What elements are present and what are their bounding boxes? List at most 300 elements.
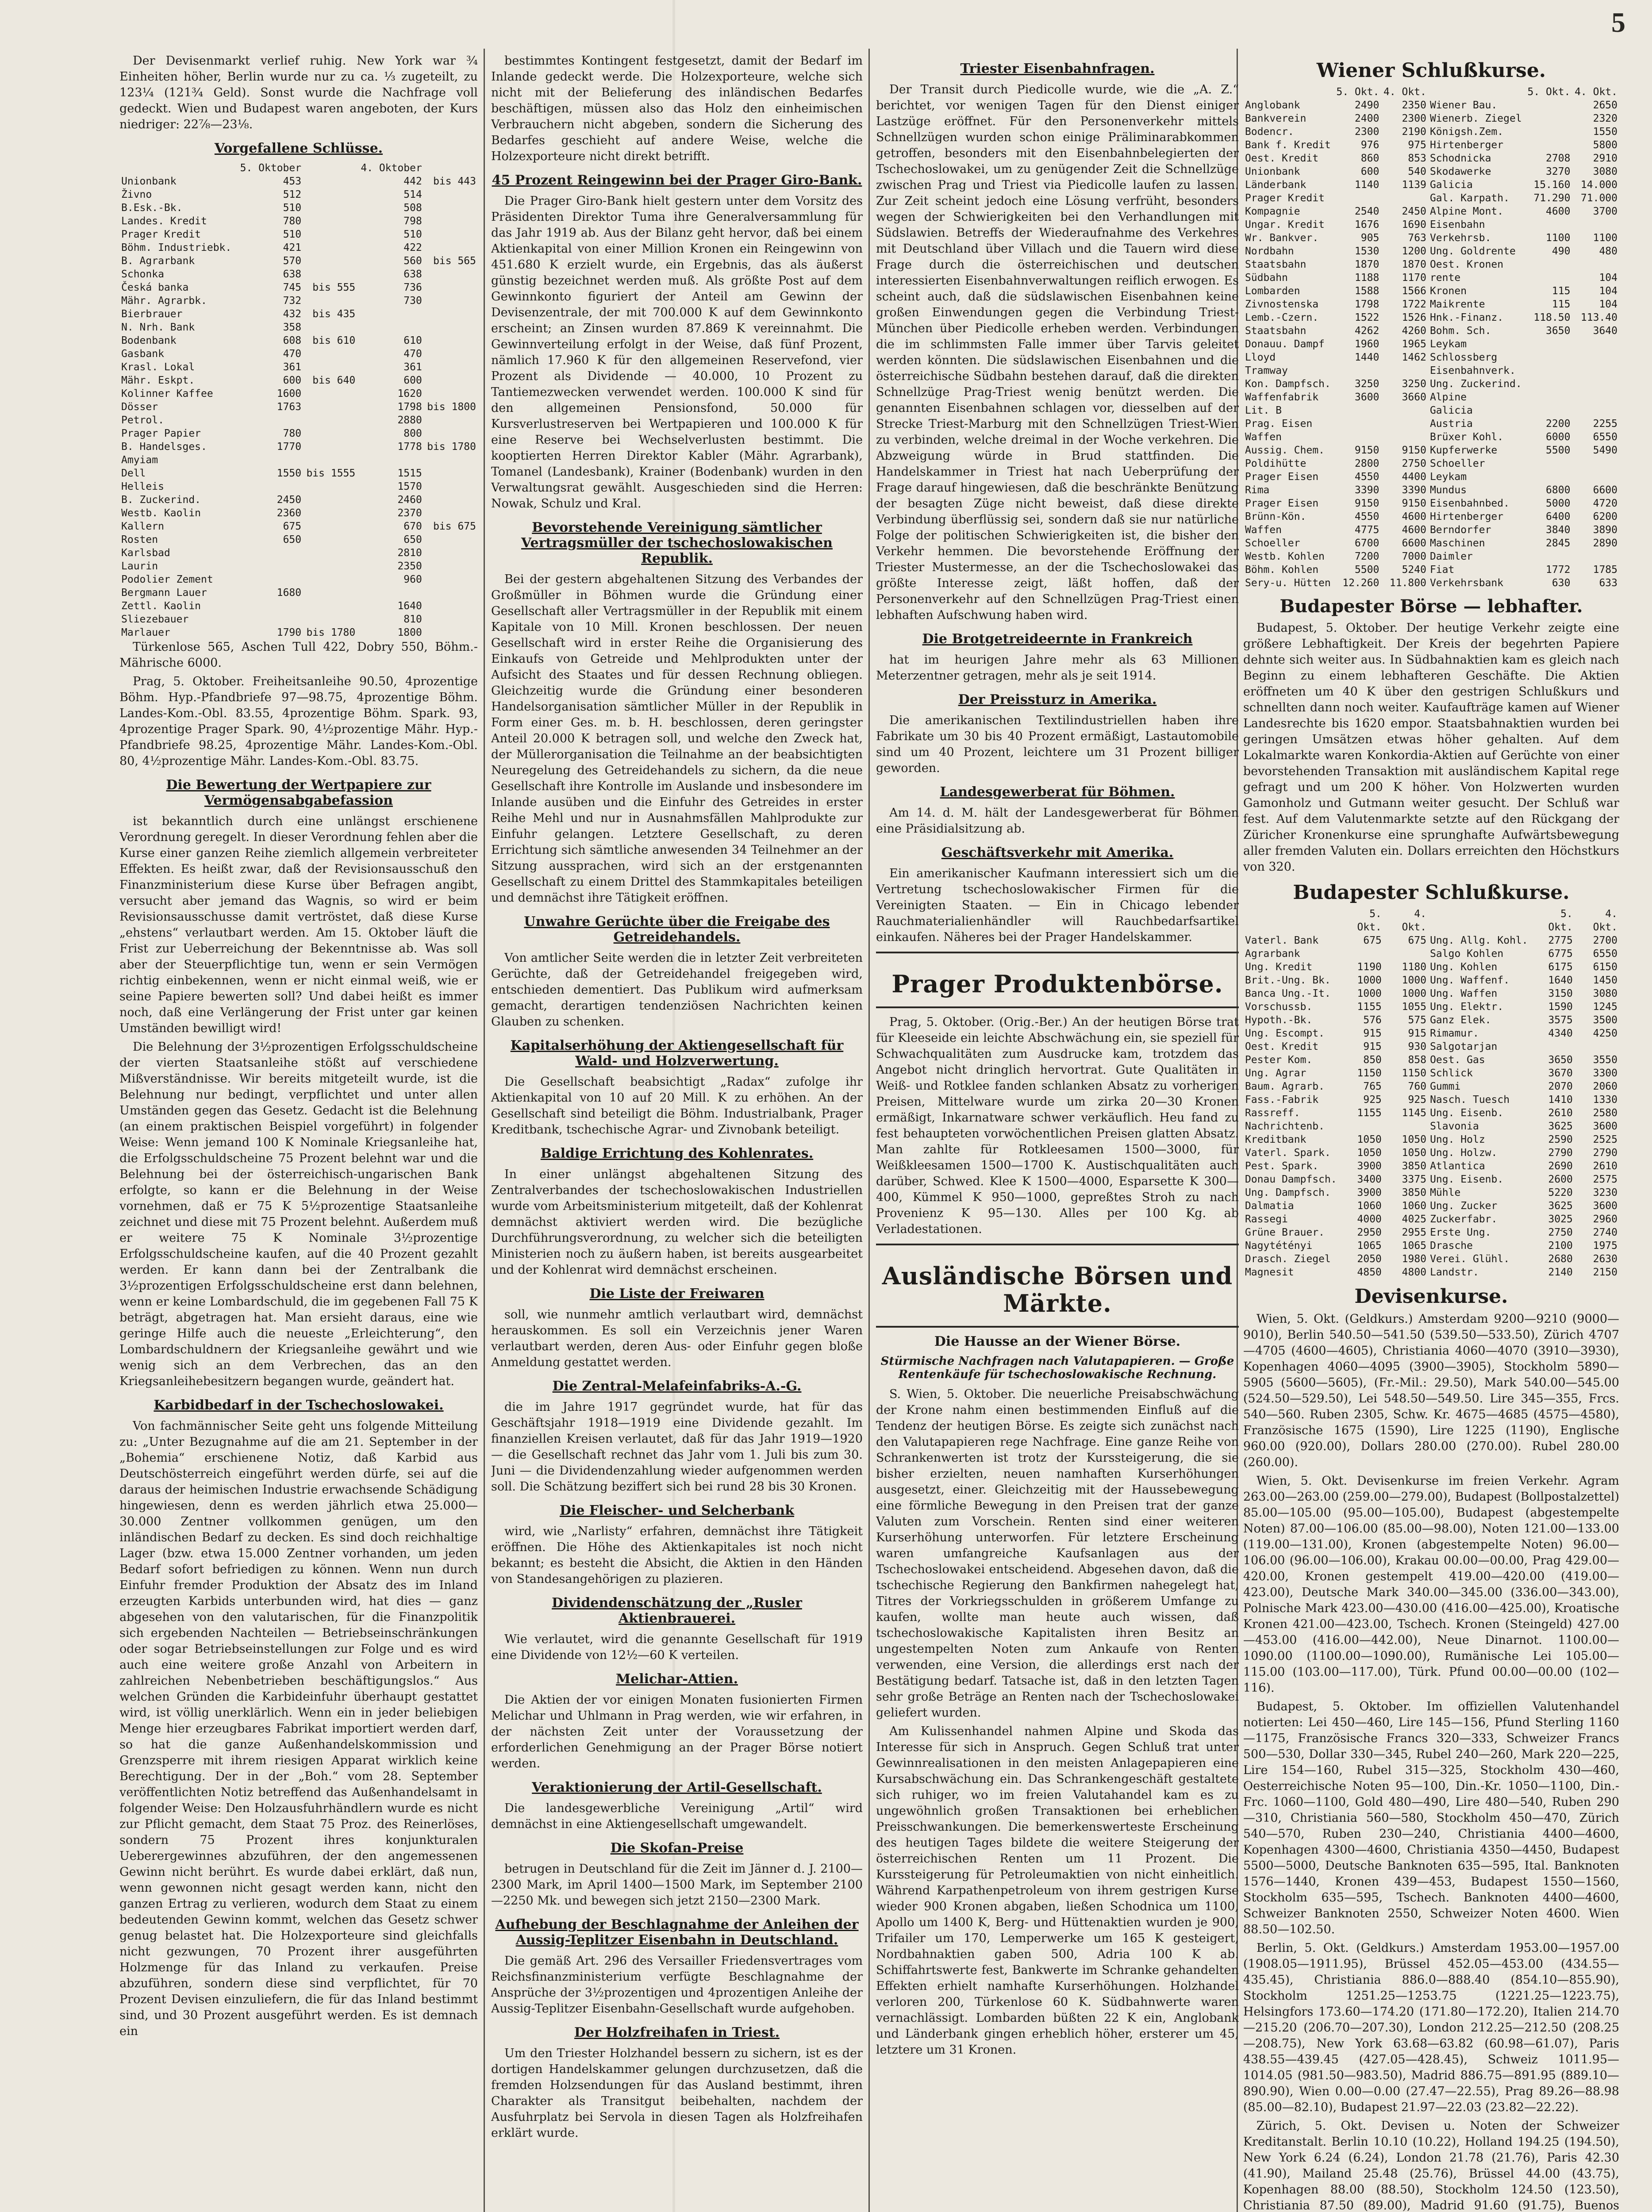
price-cell — [1525, 404, 1572, 417]
price-cell: 6600 — [1402, 538, 1426, 549]
price-cell — [357, 307, 424, 321]
column-1 — [119, 53, 478, 2212]
security-name: Königsh.Zem. — [1429, 126, 1504, 138]
security-name: Ung. Holz — [1430, 1134, 1485, 1145]
price-cell: 6400 — [1546, 511, 1571, 522]
price-cell: 853 — [1408, 153, 1426, 164]
price-cell: 3270 — [1546, 166, 1571, 177]
price-cell: 976 — [1360, 139, 1379, 151]
price-cell: 850 — [1363, 1054, 1382, 1066]
article-heading: Landesgewerberat für Böhmen. — [940, 784, 1175, 800]
price-cell: 71.290 — [1533, 192, 1571, 204]
price-cell: 4600 — [1402, 511, 1426, 522]
price-cell: 453 — [283, 176, 302, 187]
article-heading: Der Preissturz in Amerika. — [958, 692, 1157, 707]
table-row — [1243, 112, 1619, 125]
price-cell — [1383, 1120, 1428, 1133]
article-heading: Die Zentral-Melafeinfabriks-A.-G. — [552, 1379, 802, 1394]
article-paragraph: Wie verlautet, wird die genannte Gesellschaft für 1919 eine Dividende von 12½—60 K verteilen. — [491, 1632, 863, 1662]
price-cell: 1590 — [1548, 1001, 1573, 1013]
price-cell: 2490 — [1355, 100, 1379, 111]
price-cell — [303, 440, 357, 453]
column-rule — [868, 49, 870, 2212]
security-name: B.Esk.-Bk. — [121, 202, 183, 214]
table-row — [119, 307, 478, 321]
security-name: Rimamur. — [1430, 1028, 1479, 1039]
price-cell: 6800 — [1546, 484, 1571, 496]
article-paragraph: Bei der gestern abgehaltenen Sitzung des Verbandes der Großmüller in Böhmen wurde die Gründung einer Gesellschaft aller Vertragsmüller in der Republik mit einem Kapitale von 10 Mill. Kronen beschlossen. Der neuen Gesellschaft wird in erster Reihe die Organisierung des Einkaufs von Getreide und Mehlprodukten unter der Aufsicht des Staates und für dessen Rechnung obliegen. Gleichzeitig wurde die Gründung einer besonderen Handelsorganisation sämtlicher Müller in der Republik in Form einer Ges. m. b. H. beschlossen, deren geringster Anteil 20.000 K betragen soll, und welche den Zweck hat, der Müllerorganisation die Teilnahme an der beabsichtigten Neuregelung des Getreidehandels zu sichern, da die neue Gesellschaft ihre Kontrolle im Auslande und insbesondere im Inlande ausüben und die Einfuhr des Getreides in erster Reihe Mehl und nur in Ausnahmsfällen Mahlprodukte zur Einfuhr gelangen. Letztere Gesellschaft, zu deren Errichtung sich sämtliche anwesenden 34 Teilnehmer an der Sitzung aussprachen, wird sich an der erstgenannten Gesellschaft zu einem Drittel des Stammkapitales beteiligen und demnächst ihre Tätigkeit eröffnen. — [491, 572, 863, 905]
price-cell — [303, 347, 357, 361]
column-3 — [876, 53, 1239, 2212]
price-cell — [357, 453, 424, 467]
table-row — [1243, 1213, 1619, 1226]
price-cell: bis 675 — [433, 521, 476, 532]
table-row — [119, 361, 478, 374]
price-cell — [303, 493, 357, 507]
price-cell: 1798 — [1355, 299, 1379, 310]
price-cell: 1450 — [1593, 975, 1617, 986]
table-row — [119, 533, 478, 546]
price-cell: 780 — [283, 215, 302, 227]
price-cell: 2050 — [1357, 1253, 1382, 1265]
price-cell — [424, 453, 478, 467]
price-cell — [1530, 1040, 1575, 1053]
price-cell: 600 — [283, 375, 302, 386]
price-cell: 7000 — [1402, 551, 1426, 562]
security-name: Amyiam — [121, 454, 158, 466]
price-cell — [424, 241, 478, 254]
security-name: Bergmann Lauer — [121, 587, 207, 599]
article-paragraph: Von fachmännischer Seite geht uns folgende Mitteilung zu: „Unter Bezugnahme auf die am 21. September in der „Bohemia“ erschienene Notiz, daß Karbid aus Deutschösterreich eingeführt werden dürfe, sei auf die daraus der heimischen Industrie erwachsende Schädigung hingewiesen, denn es werden jährlich etwa 25.000—30.000 Zentner vollkommen genügen, um den inländischen Bedarf zu decken. Es sind doch reichhaltige Lager (bzw. etwa 15.000 Zentner vorhanden, um jeden Bedarf sofort befriedigen zu können. Wenn nun durch Einfuhr fremder Produktion der Absatz des im Inland erzeugten Karbids unterbunden wird, hat dies — ganz abgesehen von den valutarischen, für die Finanzpolitik sich ergebenden Nachteilen — Betriebseinschränkungen oder sogar Betriebseinstellungen zur Folge und es wird auch eine weitere große Anzahl von Arbeitern in zahlreichen Nebenbetrieben beschäftigungslos.“ Aus welchen Gründen die Karbideinfuhr überhaupt gestattet wird, ist völlig unerklärlich. Wenn ein in jeder beliebigen Menge hier erzeugbares Fabrikat importiert werden darf, so hat die ganze Außenhandelskommission und Grenzsperre mit ihrem riesigen Apparat wirklich keine Berechtigung. Der in der „Boh.“ vom 28. September veröffentlichten Notiz betreffend das Außenhandelsamt in folgender Weise: Den Holzausfuhrhändlern wurde es nicht zur Pflicht gemacht, dem Staat 75 Proz. des Reinerlöses, sondern 75 Prozent ihres konjunkturalen Ueberergewinnes abzuführen, der den angemessenen Gewinn nicht berührt. Es wurde dabei erklärt, daß nun, wenn gewonnen nicht gesagt werden kann, nicht den ganzen Ertrag zu verlieren, wodurch dem Staat zu einem bedeutenden Gewinn kommt, welchen das Gesetz schwer genug belastet hat. Die Holzexporteure sind gleichfalls nicht gezwungen, 70 Prozent ihrer ausgeführten Holzmenge für das Inland zu verkaufen. Preise abzuführen, sondern diese sind verpflichtet, für 70 Prozent Devisen einzuliefern, die für das Inland bestimmt sind, und 30 Prozent ausgeführt werden. Es ist demnach ein — [119, 1419, 478, 2038]
security-name: Hypoth.-Bk. — [1245, 1014, 1313, 1026]
price-cell: 2320 — [1593, 113, 1617, 124]
price-cell: 925 — [1408, 1094, 1427, 1106]
article-paragraph: Budapest, 5. Oktober. Im offiziellen Valutenhandel notierten: Lei 450—460, Lire 145—156, Pfund Sterling 1160—1175, Französische Francs 320—333, Schweizer Francs 500—530, Dollar 330—345, Rubel 240—260, Mark 220—225, Lire 154—160, Rubel 315—325, Stockholm 430—460, Oesterreichische Noten 95—100, Din.-Kr. 1050—1100, Din.-Frc. 1060—1100, Gold 480—490, Lire 480—540, Ruben 290—310, Christiania 560—580, Stockholm 450—470, Zürich 540—570, Ruben 230—240, Christiania 4400—4600, Kopenhagen 4300—4600, Christiania 4350—4450, Budapest 5500—5000, Deutsche Banknoten 635—595, Ital. Banknoten 1576—1440, Kronen 439—453, Budapest 1550—1560, Stockholm 635—595, Tschech. Banknoten 4400—4600, Schweizer Banknoten 2550, Schweizer Noten 4600. Wien 88.50—102.50. — [1243, 1700, 1619, 1936]
price-cell — [424, 467, 478, 480]
price-cell — [1334, 192, 1381, 205]
article-paragraph: S. Wien, 5. Oktober. Die neuerliche Preisabschwächung der Krone nahm einen bestimmenden Einfluß auf die Tendenz der heutigen Börse. Es zeigte sich zunächst nach den Valutapapieren rege Nachfrage. Eine ganze Reihe von Schrankenwerten ist trotz der Kurssteigerung, die sie bisher erzielten, neuen namhaften Kurserhöhungen ausgesetzt, einer. Gleichzeitig mit der Haussebewegung eine förmliche Bewegung in den Preisen trat der ganze Valuten zum Vorschein. Renten sind einer weiteren Kurserhöhung unterworfen. Für letztere Erscheinung waren umfangreiche Kaufsanlagen aus der Tschechoslowakei entscheidend. Abgesehen davon, daß die tschechische Regierung den Bankfirmen nahegelegt hat, Titres der Vorkriegsschulden in größerem Umfange zu kaufen, wollte man heute auch wissen, daß tschechoslowakische Kapitalisten ihren Besitz an ungestempelten Noten zum Ankaufe von Renten verwenden, eine Version, die allerdings erst nach der Bestätigung bedarf. Tatsache ist, daß in den letzten Tagen sehr große Beträge an Renten nach der Tschechoslowakei geliefert wurden. — [876, 1387, 1239, 1720]
price-cell — [237, 599, 304, 613]
security-name: Waffen — [1245, 431, 1282, 443]
price-cell: 3670 — [1548, 1068, 1573, 1079]
price-cell — [1572, 364, 1619, 377]
article-paragraph: Am 14. d. M. hält der Landesgewerberat für Böhmen eine Präsidialsitzung ab. — [876, 806, 1239, 836]
price-cell: 1000 — [1402, 988, 1427, 999]
price-cell: 2255 — [1593, 418, 1617, 430]
price-cell — [424, 228, 478, 241]
price-cell: 780 — [283, 428, 302, 439]
price-cell: 2590 — [1548, 1134, 1573, 1145]
security-name: Dösser — [121, 401, 158, 413]
security-name: Mundus — [1429, 484, 1467, 496]
price-cell: 2100 — [1548, 1240, 1573, 1252]
price-cell: 1800 — [397, 627, 422, 638]
price-cell: 1000 — [1357, 988, 1382, 999]
table-header-cell: 5. Oktober — [240, 162, 302, 174]
security-name: Prager Papier — [121, 428, 201, 439]
price-cell — [1572, 470, 1619, 484]
price-cell: 4600 — [1402, 524, 1426, 536]
security-name: Lit. B — [1245, 405, 1282, 416]
price-cell: 2700 — [1593, 935, 1617, 946]
security-name: Salgotarjan — [1430, 1041, 1498, 1052]
table-header-cell: 4. Okt. — [1383, 86, 1426, 98]
article-paragraph: Die gemäß Art. 296 des Versailler Friedensvertrages vom Reichsfinanzministerium verfügte Beschlagnahme der Ansprüche der 3½prozentigen und 4prozentigen Anleihe der Aussig-Teplitzer Eisenbahn-Gesellschaft wurde aufgehoben. — [491, 1954, 863, 2016]
security-name: Maikrente — [1429, 299, 1485, 310]
security-name: Krasl. Lokal — [121, 361, 195, 373]
article-paragraph: die im Jahre 1917 gegründet wurde, hat für das Geschäftsjahr 1918—1919 eine Dividende gezahlt. Im finanziellen Kreisen verlautet, daß für das Jahr 1919—1920 — die Gesellschaft rechnet das Jahr vom 1. Juli bis zum 30. Juni — die Dividendenzahlung wieder aufgenommen werden soll. Die Schätzung beziffert sich bei rund 28 bis 30 Kronen. — [491, 1400, 863, 1494]
price-cell: 4260 — [1402, 325, 1426, 337]
security-name: Prag. Eisen — [1245, 418, 1313, 430]
price-cell — [1334, 417, 1381, 430]
price-cell: 4775 — [1355, 524, 1379, 536]
price-cell — [424, 387, 478, 400]
table-row — [119, 281, 478, 294]
security-name: Fiat — [1429, 564, 1455, 576]
price-cell — [303, 533, 357, 546]
price-cell: 630 — [1552, 577, 1571, 589]
table-row — [1243, 550, 1619, 563]
table-row — [1243, 271, 1619, 284]
price-cell: 470 — [403, 348, 422, 360]
table-row — [1243, 1014, 1619, 1027]
table-header-cell — [1243, 85, 1334, 99]
price-cell: 432 — [283, 308, 302, 320]
table-row — [1243, 311, 1619, 324]
price-cell — [424, 560, 478, 573]
price-cell: 2400 — [1355, 113, 1379, 124]
article-heading: Die Hausse an der Wiener Börse. — [934, 1334, 1181, 1349]
price-cell — [1572, 218, 1619, 231]
security-name: Wr. Bankver. — [1245, 232, 1319, 244]
table-row — [1243, 510, 1619, 523]
security-name: Rosten — [121, 534, 158, 545]
price-cell: bis 1780 — [306, 627, 356, 638]
price-cell: 4550 — [1355, 471, 1379, 483]
price-cell: 1150 — [1357, 1068, 1382, 1079]
security-name: Oest. Kredit — [1245, 153, 1319, 164]
price-cell: 1245 — [1593, 1001, 1617, 1013]
security-name: Staatsbahn — [1245, 259, 1306, 270]
security-name: Nordbahn — [1245, 246, 1294, 257]
section-heading: Vorgefallene Schlüsse. — [214, 141, 383, 156]
security-name: Zettl. Kaolin — [121, 600, 201, 612]
price-cell: 15.160 — [1533, 179, 1571, 191]
price-cell: 2610 — [1548, 1107, 1573, 1119]
price-cell — [1334, 430, 1381, 444]
article-paragraph: Von amtlicher Seite werden die in letzter Zeit verbreiteten Gerüchte, daß der Getreidehandel freigegeben wird, entschieden dementiert. Das Publikum wird aufmerksam gemacht, derartigen tendenziösen Nachrichten keinen Glauben zu schenken. — [491, 951, 863, 1029]
price-cell: 1050 — [1402, 1147, 1427, 1159]
article-paragraph: bestimmtes Kontingent festgesetzt, damit der Bedarf im Inlande gedeckt werde. Die Holzexporteure, welche sich nicht mit der Belieferung des inländischen Bedarfes beschäftigen, müssen also das Holz den einheimischen Verbrauchern nicht abgeben, sondern die Sicherung des Bedarfes geschieht auf andere Weise, welche die Holzexporteure nicht direkt betrifft. — [491, 54, 863, 163]
table-row — [119, 374, 478, 387]
table-row — [1243, 338, 1619, 351]
table-row — [1243, 1000, 1619, 1014]
price-cell — [1383, 947, 1428, 960]
table-row — [1243, 470, 1619, 484]
table-row — [119, 268, 478, 281]
table-header-cell: 5. Okt. — [1357, 908, 1382, 933]
table-row — [1243, 430, 1619, 444]
price-cell: 1640 — [1548, 975, 1573, 986]
table-row — [119, 586, 478, 599]
price-cell — [303, 215, 357, 228]
price-cell: 1140 — [1355, 179, 1379, 191]
security-name: Leykam — [1429, 338, 1467, 350]
security-name: rente — [1429, 272, 1461, 284]
security-name: Živno — [121, 189, 152, 200]
price-cell — [303, 414, 357, 427]
price-cell — [1381, 364, 1428, 377]
security-name: Bodencr. — [1245, 126, 1294, 138]
price-cell: 1139 — [1402, 179, 1426, 191]
security-name: Gal. Karpath. — [1429, 192, 1510, 204]
security-name: Böhm. Industriebk. — [121, 242, 232, 253]
security-name: Daimler — [1429, 551, 1473, 562]
price-cell — [303, 241, 357, 254]
table-row — [1243, 1160, 1619, 1173]
price-cell — [1525, 218, 1572, 231]
price-cell: 2910 — [1593, 153, 1617, 164]
table-row — [1243, 1106, 1619, 1120]
security-name: Alpine — [1429, 392, 1467, 403]
article-heading: Baldige Errichtung des Kohlenrates. — [540, 1146, 814, 1161]
price-cell: 3080 — [1593, 166, 1617, 177]
price-cell: 638 — [283, 269, 302, 280]
table-row — [1243, 284, 1619, 298]
price-cell — [237, 414, 304, 427]
table-row — [1243, 245, 1619, 258]
price-cell: 925 — [1363, 1094, 1382, 1106]
table-row — [119, 427, 478, 440]
price-cell — [303, 586, 357, 599]
price-cell — [424, 573, 478, 586]
table-header-cell: 4. Oktober — [361, 162, 422, 174]
security-name: Rima — [1245, 484, 1270, 496]
table-row — [1243, 1053, 1619, 1067]
security-name: Česká banka — [121, 282, 189, 293]
price-cell: 6000 — [1546, 431, 1571, 443]
price-cell — [1334, 404, 1381, 417]
price-cell: 1550 — [1593, 126, 1617, 138]
price-cell: 763 — [1408, 232, 1426, 244]
table-row — [1243, 231, 1619, 245]
article-heading: Aufhebung der Beschlagnahme der Anleihen der Aussig-Teplitzer Eisenbahn in Deutschland. — [495, 1917, 859, 1948]
table-row — [1243, 1027, 1619, 1040]
price-cell: 1522 — [1355, 312, 1379, 323]
price-cell: 560 — [403, 255, 422, 267]
price-cell: 2070 — [1548, 1081, 1573, 1092]
security-name: Westb. Kohlen — [1245, 551, 1325, 562]
price-cell: 3890 — [1593, 524, 1617, 536]
security-name: Nachrichtenb. — [1245, 1121, 1325, 1132]
table-row — [1243, 947, 1619, 960]
price-cell — [1525, 457, 1572, 470]
price-cell — [303, 453, 357, 467]
security-name: Prager Eisen — [1245, 471, 1319, 483]
article-paragraph: Die Aktien der vor einigen Monaten fusionierten Firmen Melichar und Uhlmann in Prag werden, wie wir erfahren, in der nächsten Zeit unter der Voraussetzung der erforderlichen Genehmigung an der Prager Börse notiert werden. — [491, 1693, 863, 1770]
price-cell — [303, 294, 357, 307]
price-cell: 1050 — [1357, 1147, 1382, 1159]
price-cell: 1785 — [1593, 564, 1617, 576]
price-cell — [303, 520, 357, 533]
table-title: Budapester Schlußkurse. — [1293, 881, 1570, 904]
price-cell: 4720 — [1593, 498, 1617, 509]
price-cell: 3375 — [1402, 1174, 1427, 1185]
price-cell: 3025 — [1548, 1214, 1573, 1225]
price-cell — [237, 453, 304, 467]
price-cell — [424, 307, 478, 321]
price-cell: 2360 — [277, 507, 302, 519]
security-name: Galicia — [1429, 179, 1473, 191]
security-name: Schlossberg — [1429, 352, 1498, 363]
price-cell: 3300 — [1593, 1068, 1617, 1079]
table-header-cell: 5. Okt. — [1527, 86, 1571, 98]
article-paragraph: Die landesgewerbliche Vereinigung „Artil“ wird demnächst in eine Aktiengesellschaft umgewandelt. — [491, 1801, 863, 1831]
price-cell — [1339, 947, 1383, 960]
price-cell: 1763 — [277, 401, 302, 413]
price-cell — [424, 215, 478, 228]
price-cell: 930 — [1408, 1041, 1427, 1052]
table-row — [1243, 351, 1619, 364]
table-header-cell: 5. Okt. — [1548, 908, 1573, 933]
security-name: B. Agrarbank — [121, 255, 195, 267]
security-name: Laurin — [121, 561, 158, 572]
price-cell: 4000 — [1357, 1214, 1382, 1225]
security-name: Bierbrauer — [121, 308, 183, 320]
price-cell: 2610 — [1593, 1160, 1617, 1172]
article-paragraph: Am Kulissenhandel nahmen Alpine und Skoda das Interesse für sich in Anspruch. Gegen Schluß trat unter Gewinnrealisationen in den meisten Anlagepapieren eine Kursabschwächung ein. Das Schrankengeschäft gestaltete sich ruhiger, wo im freien Valutahandel kam es zu ungewöhnlich großen Transaktionen bei erheblichen Preisschwankungen. Die bemerkenswerteste Erscheinung des heutigen Tages bildete die weitere Steigerung der österreichischen Renten um 11 Prozent. Die Kurssteigerung für Petroleumaktien von nicht einheitlich. Während Karpathenpetroleum von ihrem gestrigen Kurse wieder 900 Kronen abgaben, ließen Schodnica um 1100, Apollo um 1400 K, Berg- und Hüttenaktien wurden je 900, Trifailer um 170, Lemperwerke um 165 K gesteigert, Nordbahnaktien gaben 500, Adria 100 K ab. Schiffahrtswerte fest, Bankwerte im Schranke gehandelten Effekten erhielt namhafte Kurserhöhungen. Holzhandel verloren 200, Türkenlose 60 K. Südbahnwerte waren vernachlässigt. Lombarden büßten 22 K ein, Anglobank und Länderbank gingen erheblich höher, ersterer um 45, letztere um 31 Kronen. — [876, 1724, 1239, 2057]
table-row — [1243, 1252, 1619, 1266]
price-cell — [303, 361, 357, 374]
table-row — [1243, 324, 1619, 338]
article-paragraph: Wien, 5. Okt. Devisenkurse im freien Verkehr. Agram 263.00—263.00 (259.00—279.00), Budapest (Bollpostalzettel) 85.00—105.00 (95.00—105.00), Budapest (abgestempelte Noten) 87.00—106.00 (85.00—98.00), Noten 121.00—133.00 (119.00—131.00), Kronen (abgestempelte Noten) 96.00—106.00 (96.00—106.00), Krakau 00.00—00.00, Prag 429.00—420.00, Kronen gestempelt 419.00—420.00 (419.00—423.00), Deutsche Mark 340.00—345.00 (336.00—343.00), Polnische Mark 423.00—430.00 (416.00—425.00), Kroatische Kronen 421.00—423.00, Tschech. Kronen (Steingeld) 427.00—453.00 (416.00—442.00), Neue Dinarnot. 1100.00—1090.00 (1100.00—1090.00), Rumänische Lei 105.00—115.00 (103.00—117.00), Türk. Pfund 00.00—00.00 (102—116). — [1243, 1474, 1619, 1695]
price-cell: 1566 — [1402, 285, 1426, 297]
security-name: Karlsbad — [121, 547, 170, 559]
security-name: Tramway — [1245, 365, 1288, 376]
article-heading: Veraktionierung der Artil-Gesellschaft. — [532, 1780, 822, 1795]
price-cell: 470 — [283, 348, 302, 360]
security-name: Ung. Kohlen — [1430, 961, 1498, 973]
price-cell: 104 — [1599, 272, 1617, 284]
article-heading: Karbidbedarf in der Tschechoslowakei. — [154, 1398, 444, 1413]
price-cell — [237, 560, 304, 573]
security-name: Sery-u. Hütten — [1245, 577, 1331, 589]
security-name: Nasch. Tuesch — [1430, 1094, 1510, 1106]
price-cell — [1525, 550, 1572, 563]
security-name: B. Zuckerind. — [121, 494, 201, 506]
security-name: Donauu. Dampf — [1245, 338, 1325, 350]
security-name: Schoeller — [1245, 538, 1300, 549]
price-cell — [303, 201, 357, 215]
price-cell: 6175 — [1548, 961, 1573, 973]
table-row — [119, 334, 478, 347]
price-cell: 4262 — [1355, 325, 1379, 337]
article-heading: Die Bewertung der Wertpapiere zur Vermögensabgabefassion — [166, 777, 431, 808]
security-name: Bodenbank — [121, 335, 177, 346]
security-name: Westb. Kaolin — [121, 507, 201, 519]
price-cell: 358 — [283, 322, 302, 333]
table-row — [1243, 1199, 1619, 1213]
price-cell — [1572, 377, 1619, 391]
table-row — [1243, 1173, 1619, 1186]
price-cell — [303, 175, 357, 188]
price-cell — [357, 586, 424, 599]
table-row — [1243, 1120, 1619, 1133]
security-name: Gummi — [1430, 1081, 1461, 1092]
table-header-cell — [119, 161, 237, 175]
security-name: Ung. Zucker — [1430, 1200, 1498, 1212]
security-name: Ung. Eisenb. — [1430, 1174, 1504, 1185]
price-cell — [424, 294, 478, 307]
table-header-cell — [303, 161, 357, 175]
price-cell: 2950 — [1357, 1227, 1382, 1238]
security-name: Verkehrsbank — [1429, 577, 1504, 589]
price-cell: bis 555 — [312, 282, 356, 293]
price-cell: bis 1800 — [427, 401, 476, 413]
price-cell: 1772 — [1546, 564, 1571, 576]
price-cell: bis 640 — [312, 375, 356, 386]
price-cell: 1000 — [1357, 975, 1382, 986]
security-name: Hirtenberger — [1429, 139, 1504, 151]
price-cell: 1170 — [1402, 272, 1426, 284]
price-cell — [424, 546, 478, 560]
price-cell: 422 — [403, 242, 422, 253]
price-cell: 736 — [403, 282, 422, 293]
security-name: Böhm. Kohlen — [1245, 564, 1319, 576]
closing-prices-table — [119, 161, 478, 639]
section-title: Prager Produktenbörse. — [891, 970, 1223, 998]
price-cell — [303, 228, 357, 241]
price-cell: 1975 — [1593, 1240, 1617, 1252]
price-cell: 3840 — [1546, 524, 1571, 536]
table-row — [1243, 1146, 1619, 1160]
security-name: Slavonia — [1430, 1121, 1479, 1132]
price-cell: 2955 — [1402, 1227, 1427, 1238]
price-cell: 4025 — [1402, 1214, 1427, 1225]
price-cell: 1770 — [277, 441, 302, 453]
price-cell: 361 — [403, 361, 422, 373]
security-name: Zuckerfabr. — [1430, 1214, 1498, 1225]
price-cell — [237, 613, 304, 626]
table-row — [1243, 1133, 1619, 1146]
table-row — [1243, 987, 1619, 1000]
price-cell: 2790 — [1548, 1147, 1573, 1159]
price-cell: 6550 — [1593, 431, 1617, 443]
security-name: Ung. Escompt. — [1245, 1028, 1325, 1039]
price-cell: 1980 — [1402, 1253, 1427, 1265]
price-cell: 3600 — [1593, 1200, 1617, 1212]
price-cell: 798 — [403, 215, 422, 227]
price-cell: 1410 — [1548, 1094, 1573, 1106]
security-name: Schonka — [121, 269, 164, 280]
security-name: Pest. Spark. — [1245, 1160, 1319, 1172]
security-name: Rassreff. — [1245, 1107, 1300, 1119]
price-cell: 9150 — [1355, 445, 1379, 456]
price-cell — [303, 188, 357, 201]
price-cell: 1100 — [1546, 232, 1571, 244]
price-cell — [303, 400, 357, 414]
security-name: Kallern — [121, 521, 164, 532]
table-header-cell — [1243, 907, 1339, 934]
price-cell: 3150 — [1548, 988, 1573, 999]
price-cell — [1525, 351, 1572, 364]
price-cell — [424, 361, 478, 374]
table-row — [1243, 417, 1619, 430]
price-cell: 2460 — [397, 494, 422, 506]
price-cell — [1525, 125, 1572, 138]
price-cell: 1790 — [277, 627, 302, 638]
article-paragraph: Wien, 5. Okt. (Geldkurs.) Amsterdam 9200—9210 (9000—9010), Berlin 540.50—541.50 (539.50—533.50), Zürich 4707—4705 (4600—4605), Christiania 4060—4070 (3910—3930), Kopenhagen 4060—4095 (3900—3905), Stockholm 5890—5905 (5600—5605), (Fr.-Mil.: 29.50), Mark 540.00—545.00 (524.50—529.50), Lei 548.50—549.50. Lire 345—355, Frcs. 540—560. Ruben 2305, Schw. Kr. 4675—4685 (4575—4580), Französische 1675 (1590), Lire 1225 (1190), Englische 960.00 (920.00), Dollars 280.00 (270.00). Rubel 280.00 (260.00). — [1243, 1312, 1619, 1469]
